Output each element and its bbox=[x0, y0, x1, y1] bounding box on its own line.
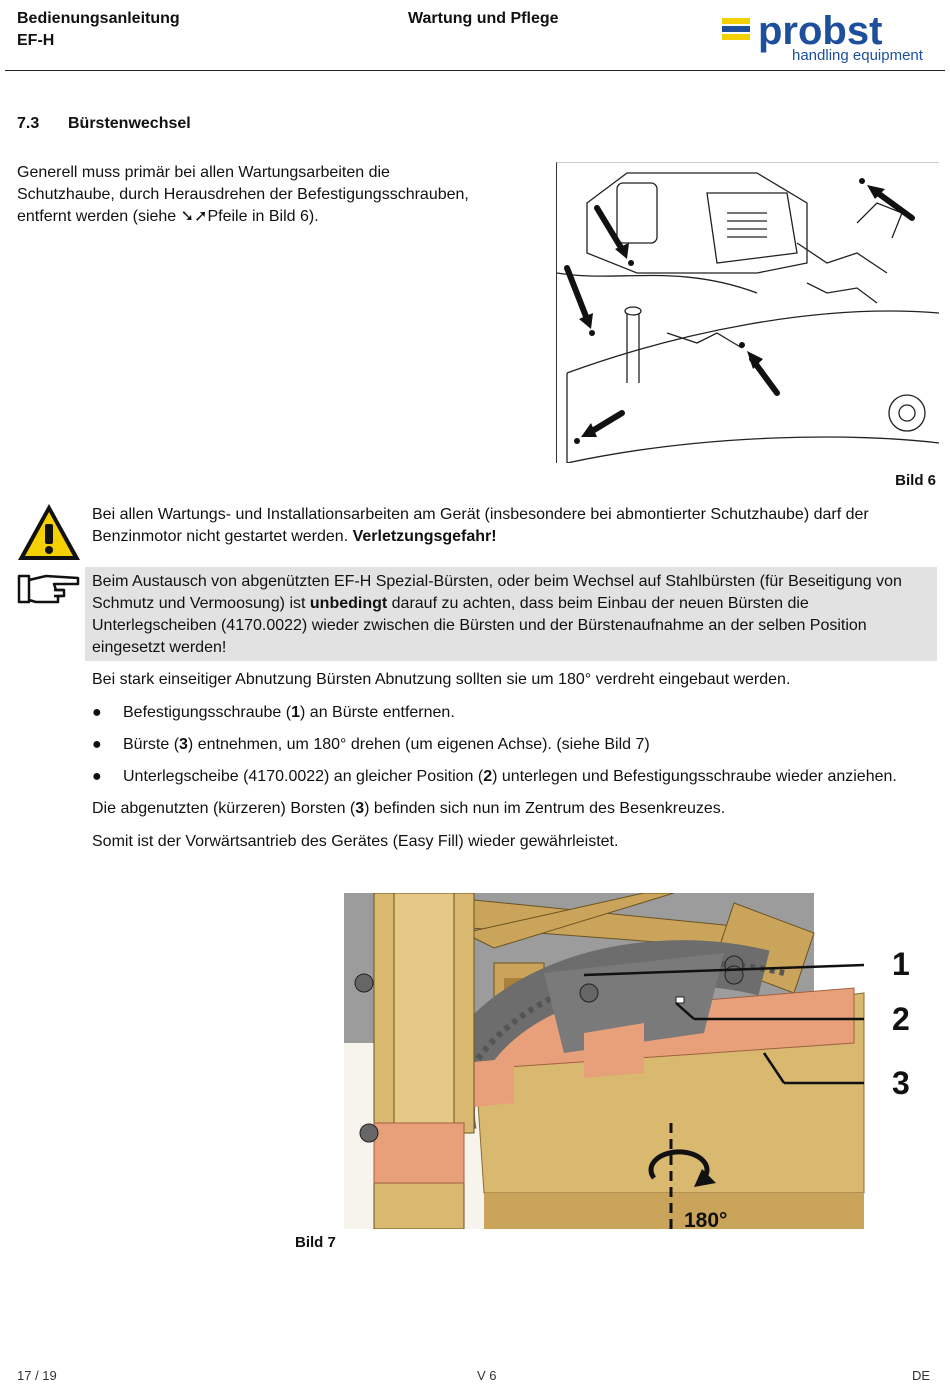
figure-6-caption: Bild 6 bbox=[895, 472, 936, 489]
warning-icon bbox=[16, 502, 82, 562]
callout-2: 2 bbox=[892, 1001, 910, 1037]
rotation-label: 180° bbox=[684, 1209, 728, 1229]
arrow-glyphs: ➘➚ bbox=[180, 208, 208, 225]
intro-line: Generell muss primär bei allen Wartungsarbeiten die bbox=[17, 164, 390, 181]
section-number: 7.3 bbox=[17, 115, 40, 132]
callout-1: 1 bbox=[892, 946, 910, 982]
header-divider bbox=[5, 70, 945, 71]
pointing-hand-icon bbox=[16, 570, 82, 610]
intro-text bbox=[17, 162, 517, 228]
intro-line: Schutzhaube, durch Herausdrehen der Befestigungsschrauben, bbox=[17, 186, 469, 203]
doc-title: Bedienungsanleitung bbox=[17, 10, 180, 27]
version-label: V 6 bbox=[477, 1368, 497, 1383]
model-name: EF-H bbox=[17, 32, 55, 49]
paragraph-bristles: Die abgenutzten (kürzeren) Borsten (3) befinden sich nun im Zentrum des Besenkreuzes. bbox=[92, 800, 726, 817]
callout-3: 3 bbox=[892, 1065, 910, 1101]
figure-7-render bbox=[344, 893, 924, 1229]
header-left bbox=[17, 8, 180, 52]
page-number: 17 / 19 bbox=[17, 1368, 57, 1383]
section-heading bbox=[17, 115, 191, 133]
paragraph-drive: Somit ist der Vorwärtsantrieb des Gerätes (Easy Fill) wieder gewährleistet. bbox=[92, 833, 619, 850]
figure-7-caption: Bild 7 bbox=[295, 1234, 336, 1251]
logo-tagline: handling equipment bbox=[792, 47, 923, 64]
language-label: DE bbox=[911, 1368, 930, 1383]
probst-logo bbox=[722, 6, 932, 66]
warning-emphasis: Verletzungsgefahr! bbox=[352, 528, 497, 545]
intro-line: entfernt werden (siehe ➘➚Pfeile in Bild 6). bbox=[17, 208, 319, 225]
section-title: Bürstenwechsel bbox=[68, 115, 191, 132]
chapter-title: Wartung und Pflege bbox=[408, 10, 559, 27]
warning-text: Bei allen Wartungs- und Installationsarbeiten am Gerät (insbesondere bei abmontierter Schutzhaube) darf der Benzinmotor nicht gestartet werden. Verletzungsgefahr! bbox=[92, 506, 869, 545]
logo-word: probst bbox=[758, 9, 883, 53]
note-emphasis: unbedingt bbox=[309, 595, 388, 612]
paragraph-wear: Bei stark einseitiger Abnutzung Bürsten Abnutzung sollten sie um 180° verdreht eingebaut werden. bbox=[92, 671, 791, 688]
figure-6-drawing bbox=[556, 162, 939, 463]
note-text: Beim Austausch von abgenützten EF-H Spezial-Bürsten, oder beim Wechsel auf Stahlbürsten (für Beseitigung von Schmutz und Vermoosung) ist unbedingt darauf zu achten, dass beim Einbau der neuen Bürsten die Unterlegscheiben (4170.0022) wieder zwischen die Bürsten und der Bürstenaufnahme an der selben Position eingesetzt werden! bbox=[92, 573, 902, 656]
